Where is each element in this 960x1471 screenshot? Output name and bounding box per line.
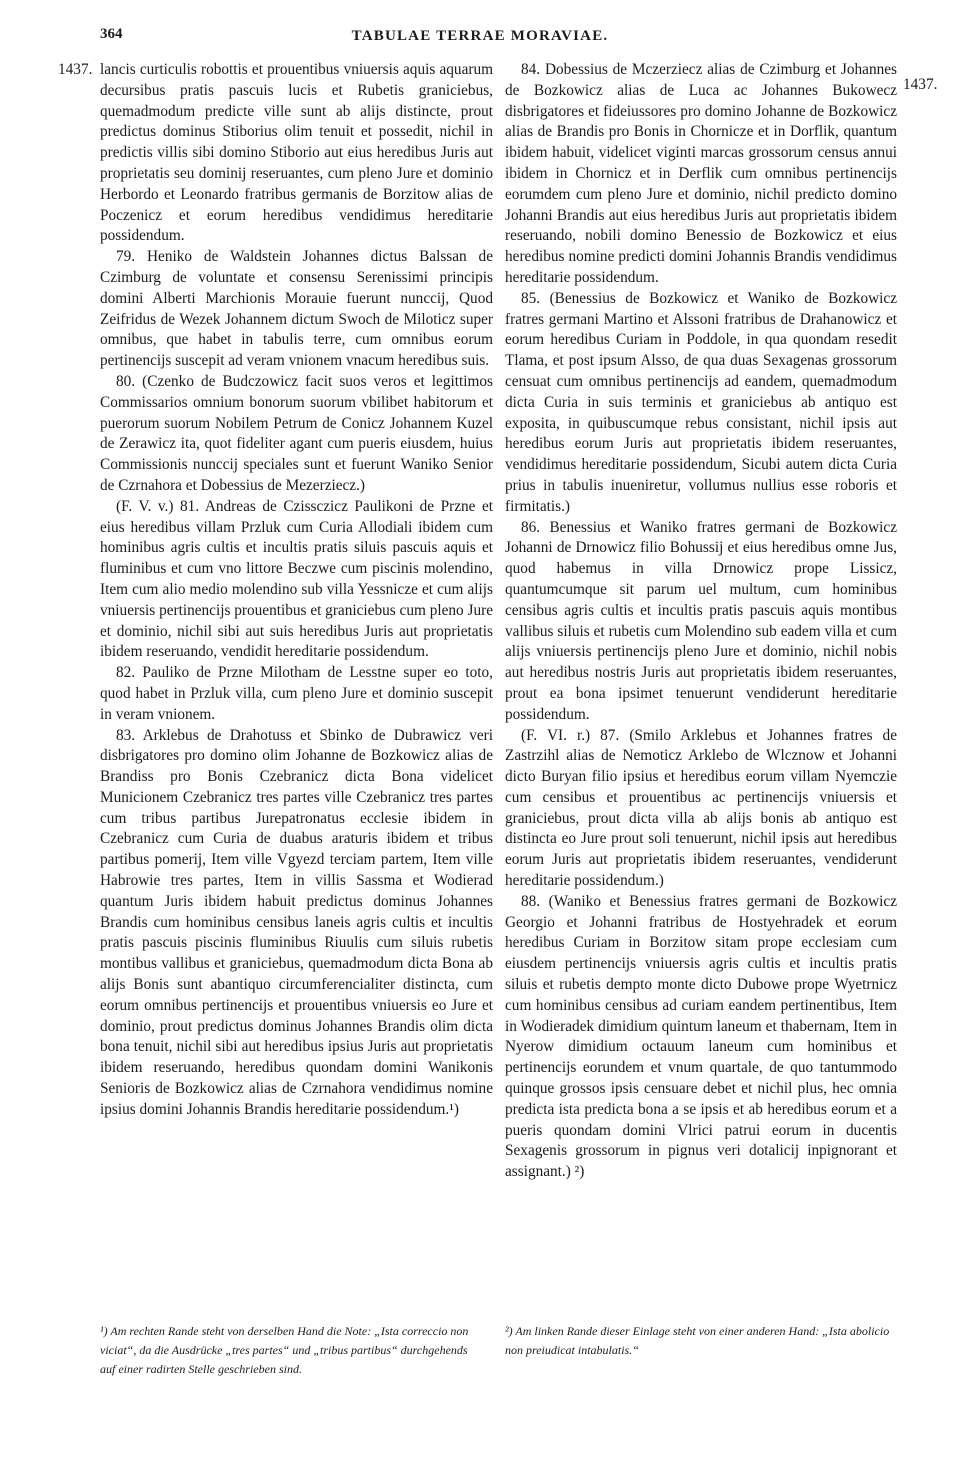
entry-88: 88. (Waniko et Benessius fratres germani de Bozkowicz Georgio et Johanni fratribus de Hostyehradek et eorum heredibus Curiam in Borzitow sitam prope ecclesiam cum eiusdem pertinencijs vniuersis agris cultis et incultis pratis siluis et rubetis dempto monte dicto Dubowe prope Wyetrnicz cum hominibus censibus ad curiam eandem pertinentibus, Item in Wodieradek dimidium quintum laneum et thabernam, Item in Nyerow dimidium octauum laneum cum hominibus et pertinencijs eorundem et vnum quartale, de quo tantummodo quinque grossos ipsis censuare debet et nichil plus, hec omnia predicta ista predicta bona a se ipsis et ab heredibus eorum et a pueris quondam domini Vlrici patrui eorum in ducentis Sexagenis grossorum in pignus veri dotalicij inpignorant et assignant.) ²)	[505, 892, 897, 1181]
margin-year-left: 1437.	[58, 61, 93, 78]
page-header	[0, 20, 960, 50]
page-number: 364	[100, 26, 123, 42]
paragraph-continuation: lancis curticulis robottis et prouentibus vniuersis aquis aquarum decursibus pratis pascuis lucis et Rubetis graniciebus, quemadmodum predicte ville sunt ab alijs distincte, prout predictus dominus Stiborius olim tenuit et possedit, nichil in predictis villis sibi domino Stiborio aut eius heredibus Juris aut proprietatis seu dominij reseruantes, cum pleno Jure et dominio Herbordo et Leonardo fratribus germanis de Borzitow alias de Poczenicz et eorum heredibus vendidimus hereditarie possidendum.	[100, 61, 493, 245]
entry-83: 83. Arklebus de Drahotuss et Sbinko de Dubrawicz veri disbrigatores pro domino olim Johanne de Bozkowicz alias de Brandiss pro Bonis Czebranicz dicta Bona videlicet Municionem Czebranicz tres partes ville Czebranicz tres partes cum tribus partibus Jurepatronatus ecclesie ibidem in Czebranicz cum Curia de duabus araturis ibidem et tribus partibus pomerij, Item ville Vgyezd terciam partem, Item ville Habrowie tres partes, Item in villis Sassma et Wodierad quantum Juris ibidem habuit predictus dominus Johannes Brandis cum hominibus censibus laneis agris cultis et incultis pratis pascuis piscinis fluminibus Riuulis cum siluis rubetis montibus vallibus et graniciebus, quemadmodum dicta Bona ab alijs Bonis sunt abantiquo circumferencialiter distincta, cum eorum omnibus pertinencijs et prouentibus vniuersis eo Jure et dominio, prout predictus dominus Johannes Brandis olim dicta bona tenuit, nichil sibi aut heredibus ipsius Juris aut proprietatis ibidem reseruando, heredibus quondam domini Wanikonis Senioris de Bozkowicz alias de Czrnahora vendidimus nomine ipsius domini Johannis Brandis hereditarie possidendum.¹)	[100, 726, 493, 1118]
entry-86: 86. Benessius et Waniko fratres germani de Bozkowicz Johanni de Drnowicz filio Bohussij et eius heredibus omne Jus, quod habemus in villa Drnowicz prope Lissicz, quantumcumque sit parum uel multum, cum hominibus censibus agris cultis et incultis pratis pascuis aquis montibus vallibus siluis et rubetis cum Molendino sub eadem villa et cum alijs vniuersis pertinencijs pleno Jure et dominio, nichil nobis aut heredibus nostris Juris aut proprietatis ibidem reseruantes, prout ea bona ipsimet tenuerunt vendiderunt hereditarie possidendum.	[505, 518, 897, 723]
right-column	[505, 60, 897, 1183]
entry-85: 85. (Benessius de Bozkowicz et Waniko de Bozkowicz fratres germani Martino et Alssoni fratribus de Drahanowicz et eorum heredibus Curiam in Poddole, in qua quondam resedit Tlama, et post ipsum Alsso, de qua duas Sexagenas grossorum censuat cum omnibus pertinencijs ad eandem, quemadmodum dicta Curia in suis terminis et graniciebus ab antiquo est exposita, in quibuscumque rebus consistant, nichil ipsis aut heredibus eorum Juris aut proprietatis ibidem reseruantes, vendidimus hereditarie possidendum, Sicubi autem dicta Curia prius in tabulis inueniretur, vollumus nullius esse roboris et firmitatis.)	[505, 289, 897, 515]
left-column	[100, 60, 493, 1121]
entry-79: 79. Heniko de Waldstein Johannes dictus Balssan de Czimburg de voluntate et consensu Serenissimi principis domini Alberti Marchionis Morauie fuerunt nunccij, Quod Zeifridus de Wezek Johannem dictum Swoch de Miloticz super omnibus, que habet in tabulis terre, cum omnibus eorum pertinencijs suscepit ad veram vnionem vnacum heredibus suis.	[100, 248, 493, 370]
footnote-1: ¹) Am rechten Rande steht von derselben Hand die Note: „Ista correccio non viciat“, da die Ausdrücke „tres partes“ und „tribus partibus“ durchgehends auf einer radirten Stelle geschrieben sind.	[100, 1324, 469, 1376]
entry-81: (F. V. v.) 81. Andreas de Czissczicz Paulikoni de Przne et eius heredibus villam Przluk cum Curia Allodiali ibidem cum hominibus agris cultis et incultis pratis siluis pascuis aquis et fluminibus et cum vno littore Beczwe cum piscinis molendino, Item cum alio medio molendino sub villa Yessnicze et cum alijs vniuersis pertinencijs prouentibus et graniciebus cum pleno Jure et dominio, nichil sibi aut suis heredibus Juris aut proprietatis ibidem reseruando, vendidit hereditarie possidendum.	[100, 497, 493, 661]
running-title: TABULAE TERRAE MORAVIAE.	[351, 28, 609, 44]
entry-87: (F. VI. r.) 87. (Smilo Arklebus et Johannes fratres de Zastrzihl alias de Nemoticz Arklebo de Wlcznow et Johanni dicto Buryan filio ipsius et heredibus eorum villam Nyemczie cum censibus et prouentibus ac pertinencijs vniuersis et graniciebus, prout dicta villa ab alijs bonis ab antiquo est distincta eo Jure prout soli tenuerunt, nichil ipsis aut heredibus eorum Juris aut proprietatis ibidem reseruantes, vendiderunt hereditarie possidendum.)	[505, 726, 897, 890]
margin-year-right: 1437.	[903, 76, 938, 93]
entry-80: 80. (Czenko de Budczowicz facit suos veros et legittimos Commissarios omnium bonorum suorum vbilibet habitorum et puerorum suorum Nobilem Petrum de Conicz Johannem Kuzel de Zerawicz ita, quot fideliter agant cum pueris eiusdem, huius Commissionis nunccij speciales sunt et fuerunt Waniko Senior de Czrnahora et Dobessius de Mezerziecz.)	[100, 372, 493, 494]
entry-82: 82. Pauliko de Przne Milotham de Lesstne super eo toto, quod habet in Przluk villa, cum pleno Jure et dominio suscepit in veram vnionem.	[100, 664, 493, 723]
footnote-2: ²) Am linken Rande dieser Einlage steht von einer anderen Hand: „Ista abolicio non preiudicat intabulatis.“	[505, 1324, 890, 1357]
entry-84: 84. Dobessius de Mczerziecz alias de Czimburg et Johannes de Bozkowicz alias de Luca ac Johannes Bukowecz disbrigatores et fideiussores pro domino Johanne de Bozkowicz alias de Brandis pro Bonis in Chornicze et in Dorflik, quantum ibidem habuit, videlicet viginti marcas grossorum census annui ibidem in Chornicz et in Derflik cum omnibus pertinencijs eorumdem cum pleno Jure et dominio, nichil predicto domino Johanni Brandis aut eius heredibus Juris aut proprietatis ibidem reseruando, nobili domino Benessio de Bozkowicz et eius heredibus nomine predicti domini Johannis Brandis vendidimus hereditarie possidendum.	[505, 61, 897, 286]
